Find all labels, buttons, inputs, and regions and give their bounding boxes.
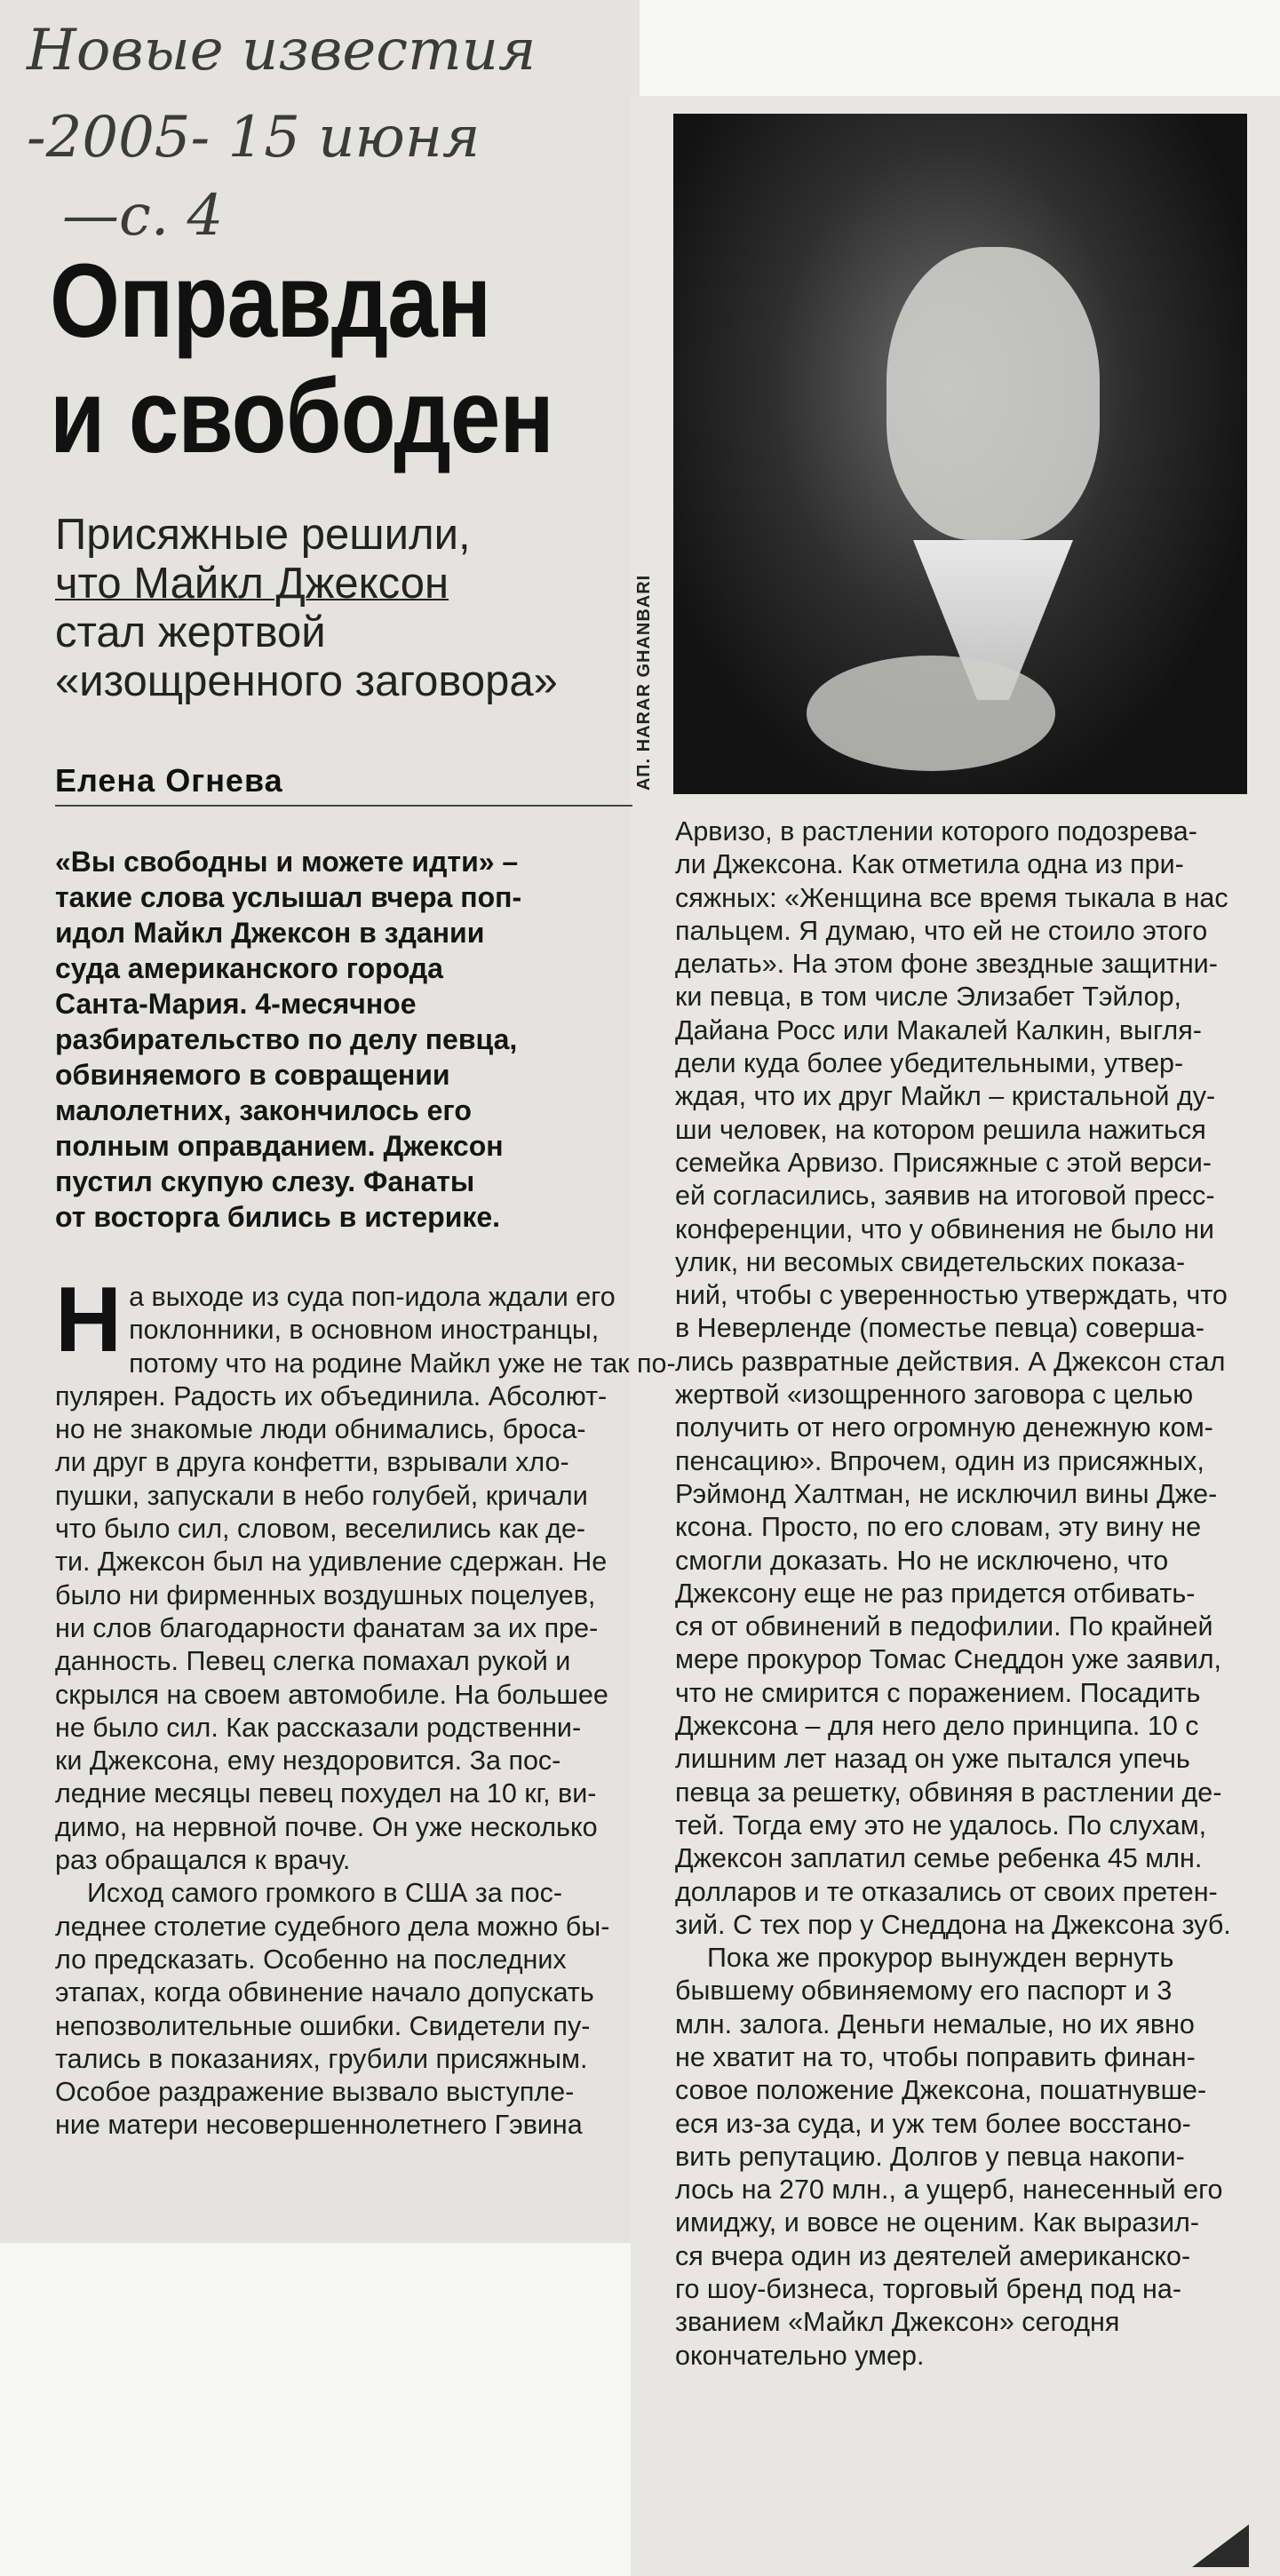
body-line: скрылся на своем автомобиле. На большее — [55, 1679, 608, 1710]
body-line: млн. залога. Деньги немалые, но их явно — [675, 2008, 1195, 2039]
lead-line: такие слова услышал вчера поп- — [55, 881, 522, 913]
body-line: ти. Джексон был на удивление сдержан. Не — [55, 1546, 608, 1578]
lead-line: полным оправданием. Джексон — [55, 1130, 504, 1162]
body-line: лись развратные действия. А Джексон стал — [675, 1346, 1226, 1377]
body-line: певца за решетку, обвиняя в растлении де- — [675, 1777, 1222, 1808]
body-line: раз обращался к врачу. — [55, 1845, 351, 1876]
body-line: пушки, запускали в небо голубей, кричали — [55, 1480, 588, 1511]
handwritten-date: -2005- 15 июня — [27, 105, 481, 171]
photo-credit: АП. HARAR GHANBARI — [634, 574, 654, 791]
body-line: дели куда более убедительными, утвер- — [675, 1048, 1184, 1079]
body-line: мере прокурор Томас Снеддон уже заявил, — [675, 1644, 1222, 1675]
byline-divider — [55, 805, 632, 807]
body-line: в Неверленде (поместье певца) соверша- — [675, 1313, 1205, 1344]
body-line: пальцем. Я думаю, что ей не стоило этого — [675, 915, 1208, 946]
body-line: Пока же прокурор вынужден вернуть — [707, 1943, 1174, 1974]
article-column-left — [55, 1268, 676, 2143]
photo-michael-jackson — [673, 114, 1247, 794]
lead-line: «Вы свободны и можете идти» – — [55, 846, 519, 878]
body-line: димо, на нервной почве. Он уже несколько — [55, 1811, 598, 1842]
body-line: но не знакомые люди обнимались, броса- — [55, 1414, 586, 1445]
body-line: ли друг в друга конфетти, взрывали хло- — [55, 1447, 569, 1478]
body-line: этапах, когда обвинение начало допускать — [55, 1977, 594, 2008]
lead-line: малолетних, закончилось его — [55, 1094, 472, 1126]
body-line: делать». На этом фоне звездные защитни- — [675, 949, 1218, 980]
body-line: леднее столетие судебного дела можно бы- — [55, 1911, 610, 1942]
body-line: вить репутацию. Долгов у певца накопи- — [675, 2141, 1185, 2172]
handwritten-source: Новые известия — [27, 18, 537, 83]
body-line: не было сил. Как рассказали родственни- — [55, 1712, 582, 1743]
drop-cap: Н — [55, 1268, 123, 1371]
body-line: ни слов благодарности фанатам за их пре- — [55, 1612, 599, 1643]
handwritten-page: —с. 4 — [62, 183, 224, 249]
body-line: ние матери несовершеннолетнего Гэвина — [55, 2110, 583, 2141]
body-line: Исход самого громкого в США за пос- — [87, 1878, 563, 1909]
article-column-right — [675, 815, 1261, 2373]
headline-line-1: Оправдан — [50, 242, 491, 360]
body-line: имиджу, и вовсе не оценим. Как выразил- — [675, 2207, 1199, 2238]
body-line: долларов и те отказались от своих претен- — [675, 1876, 1218, 1907]
body-line: конференции, что у обвинения не было ни — [675, 1213, 1214, 1244]
lead-line: пустил скупую слезу. Фанаты — [55, 1165, 475, 1197]
body-line: жертвой «изощренного заговора с целью — [675, 1379, 1194, 1411]
lead-line: от восторга бились в истерике. — [55, 1201, 501, 1233]
photo-hand — [807, 656, 1055, 771]
body-line: Особое раздражение вызвало выступле- — [55, 2077, 575, 2108]
body-line: тались в показаниях, грубили присяжным. — [55, 2043, 588, 2074]
body-line: ло предсказать. Особенно на последних — [55, 1944, 567, 1975]
body-line: ши человек, на котором решила нажиться — [675, 1114, 1206, 1145]
body-line: семейка Арвизо. Присяжные с этой верси- — [675, 1147, 1212, 1178]
body-line: ся от обвинений в педофилии. По крайней — [675, 1611, 1213, 1642]
body-line: Арвизо, в растлении которого подозрева- — [675, 816, 1197, 847]
lead-line: разбирательство по делу певца, — [55, 1023, 518, 1055]
body-line: а выходе из суда поп-идола ждали его — [129, 1282, 616, 1312]
body-line: ли Джексона. Как отметила одна из при- — [675, 849, 1184, 880]
body-line: сяжных: «Женщина все время тыкала в нас — [675, 882, 1228, 913]
body-line: Дайана Росс или Макалей Калкин, выгля- — [675, 1014, 1202, 1046]
body-line: зий. С тех пор у Снеддона на Джексона зуб. — [675, 1909, 1231, 1940]
body-line: званием «Майкл Джексон» сегодня — [675, 2307, 1120, 2338]
body-line: непозволительные ошибки. Свидетели пу- — [55, 2010, 591, 2041]
body-line: улик, ни весомых свидетельских показа- — [675, 1246, 1186, 1277]
body-line: получить от него огромную денежную ком- — [675, 1412, 1213, 1443]
body-line: ний, чтобы с уверенностью утверждать, что — [675, 1280, 1228, 1311]
lead-line: обвиняемого в совращении — [55, 1059, 450, 1091]
body-line: данность. Певец слегка помахал рукой и — [55, 1646, 571, 1677]
photo-face — [886, 247, 1100, 540]
body-line: лось на 270 млн., а ущерб, нанесенный его — [675, 2174, 1223, 2206]
body-line: лишним лет назад он уже пытался упечь — [675, 1744, 1190, 1775]
body-line: го шоу-бизнеса, торговый бренд под на- — [675, 2274, 1181, 2305]
body-line: Джексон заплатил семье ребенка 45 млн. — [675, 1843, 1203, 1874]
body-line: ледние месяцы певец похудел на 10 кг, ви- — [55, 1778, 597, 1809]
body-line: окончательно умер. — [675, 2340, 925, 2371]
body-line: ки Джексона, ему нездоровится. За пос- — [55, 1745, 561, 1777]
body-line: ся вчера один из деятелей американско- — [675, 2240, 1191, 2271]
body-line: Рэймонд Халтман, не исключил вины Дже- — [675, 1478, 1218, 1509]
body-line: Джексона – для него дело принципа. 10 с — [675, 1711, 1199, 1742]
deck-line: что Майкл Джексон — [55, 559, 449, 608]
body-line: ей согласились, заявив на итоговой пресс- — [675, 1181, 1215, 1212]
lead-line: Санта-Мария. 4-месячное — [55, 988, 417, 1020]
deck-line: Присяжные решили, — [55, 511, 471, 559]
body-line: что было сил, словом, веселились как де- — [55, 1514, 586, 1545]
body-line: совое положение Джексона, пошатнувше- — [675, 2075, 1207, 2106]
body-line: еся из-за суда, и уж тем более восстано- — [675, 2108, 1191, 2139]
body-line: ки певца, в том числе Элизабет Тэйлор, — [675, 982, 1182, 1013]
body-line: Джексону еще не раз придется отбивать- — [675, 1578, 1196, 1609]
subheadline — [55, 511, 632, 706]
lead-line: идол Майкл Джексон в здании — [55, 917, 485, 949]
lead-line: суда американского города — [55, 952, 443, 984]
byline: Елена Огнева — [55, 762, 283, 799]
body-line: потому что на родине Майкл уже не так по- — [129, 1348, 676, 1379]
body-line: не хватит на то, чтобы поправить финан- — [675, 2041, 1196, 2072]
body-line: смогли доказать. Но не исключено, что — [675, 1545, 1169, 1576]
body-line: бывшему обвиняемому его паспорт и 3 — [675, 1976, 1173, 2007]
body-line: что не смирится с поражением. Посадить — [675, 1677, 1201, 1708]
body-line: поклонники, в основном иностранцы, — [129, 1315, 600, 1346]
body-line: тей. Тогда ему это не удалось. По слухам, — [675, 1809, 1207, 1841]
deck-line: «изощренного заговора» — [55, 656, 558, 705]
headline-line-2: и свободен — [50, 358, 553, 475]
deck-line: стал жертвой — [55, 608, 326, 656]
body-line: пулярен. Радость их объединила. Абсолют- — [55, 1380, 608, 1411]
body-line: было ни фирменных воздушных поцелуев, — [55, 1579, 596, 1610]
body-line: ксона. Просто, по его словам, эту вину не — [675, 1512, 1202, 1543]
body-line: пенсацию». Впрочем, один из присяжных, — [675, 1445, 1204, 1476]
body-line: ждая, что их друг Майкл – кристальной ду- — [675, 1081, 1216, 1112]
lead-paragraph — [55, 844, 632, 1235]
